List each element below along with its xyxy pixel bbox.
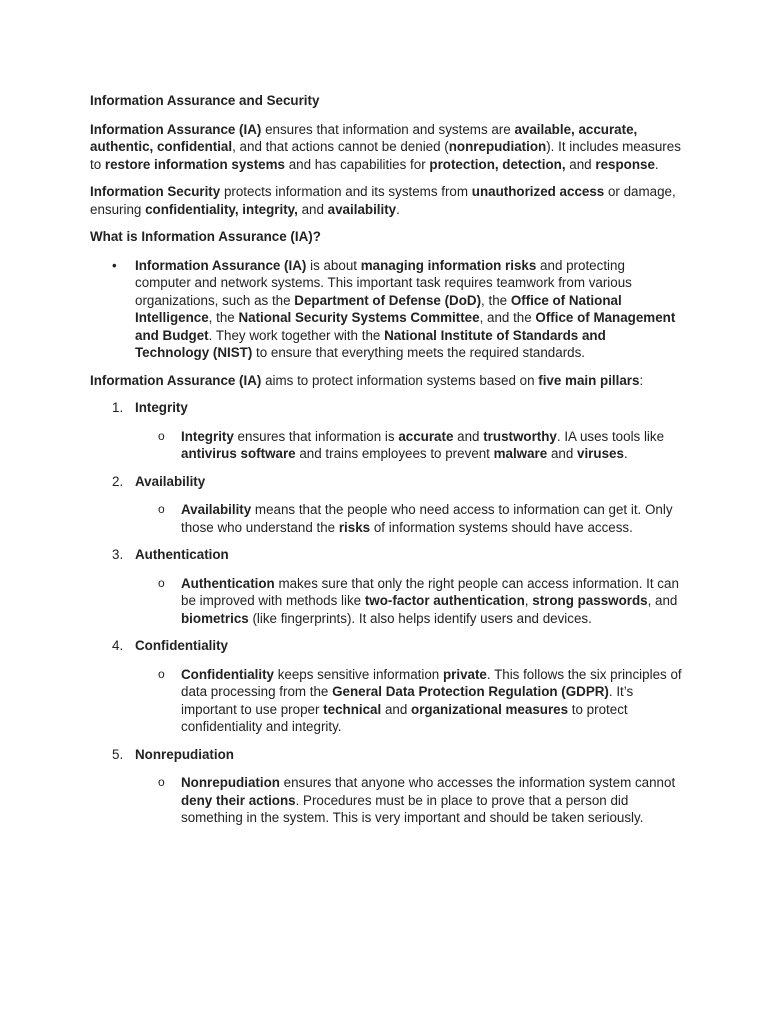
pillar-item — [90, 746, 682, 827]
bold-run: protection, detection, — [429, 156, 566, 172]
sub-bullet-marker: o — [158, 428, 165, 443]
pillars-list — [90, 399, 682, 827]
bold-run: biometrics — [181, 610, 249, 626]
sub-bullet-marker: o — [158, 666, 165, 681]
bold-run: Information Security — [90, 184, 221, 199]
document-title: Information Assurance and Security — [90, 93, 320, 108]
pillar-description-text: Availability means that the people who need access to information can get it. Only those who understand the risks of information systems should have access. — [181, 502, 673, 535]
pillar-number: 2. — [112, 473, 124, 489]
ia-bullet-list — [90, 257, 682, 362]
list-item — [90, 257, 682, 362]
bold-run: National Institute of Standards and Technology (NIST) — [135, 327, 606, 360]
bold-run: trustworthy — [483, 428, 557, 444]
pillar-title — [90, 473, 682, 491]
bold-run: Office of Management and Budget — [135, 310, 676, 343]
bold-run: General Data Protection Regulation (GDPR) — [332, 684, 609, 699]
pillar-description-text: Authentication makes sure that only the right people can access information. It can be improved with methods like two-factor authentication, strong passwords, and biometrics (like fingerprints). It also helps identify users and devices. — [181, 575, 679, 626]
pillars-intro-paragraph: Information Assurance (IA) aims to protect information systems based on five main pillars: — [90, 372, 644, 388]
bold-run: Department of Defense (DoD) — [294, 292, 482, 308]
pillar-description — [90, 666, 682, 736]
pillar-number: 4. — [112, 638, 124, 653]
bold-run: deny their actions — [181, 792, 296, 808]
bold-run: Confidentiality — [181, 666, 274, 682]
bold-run: nonrepudiation — [448, 139, 547, 154]
bold-run: antivirus software — [181, 446, 296, 461]
bold-run: availability — [327, 201, 397, 217]
bold-run: available, accurate, authentic, confidential — [90, 121, 638, 154]
pillar-description — [90, 774, 682, 827]
bold-run: Nonrepudiation — [181, 775, 280, 790]
bold-run: National Security Systems Committee — [238, 310, 480, 325]
bold-run: private — [442, 666, 487, 682]
bold-run: Office of National Intelligence — [135, 292, 622, 325]
section-question-heading: What is Information Assurance (IA)? — [90, 229, 321, 244]
pillar-description-text: Integrity ensures that information is accurate and trustworthy. IA uses tools like antivirus software and trains employees to prevent malware and viruses. — [181, 428, 665, 461]
pillar-description-text: Confidentiality keeps sensitive information private. This follows the six principles of data processing from the General Data Protection Regulation (GDPR). It’s important to use proper technical and organizational measures to protect confidentiality and integrity. — [181, 666, 682, 734]
pillar-number: 3. — [112, 547, 124, 562]
pillar-description-text: Nonrepudiation ensures that anyone who accesses the information system cannot deny their actions. Procedures must be in place to prove that a person did something in the system. This is very important and should be taken seriously. — [181, 775, 676, 825]
security-definition-paragraph: Information Security protects information and its systems from unauthorized access or damage, ensuring confidentiality, integrity, and availability. — [90, 184, 676, 217]
pillar-title — [90, 399, 682, 417]
pillar-title-text: Availability — [135, 473, 206, 489]
bold-run: Authentication — [181, 575, 275, 591]
pillar-item — [90, 637, 682, 736]
pillar-number: 1. — [112, 400, 124, 415]
bold-run: organizational measures — [411, 701, 569, 717]
bold-run: viruses — [577, 446, 624, 461]
pillar-item — [90, 546, 682, 627]
bold-run: technical — [323, 701, 382, 717]
sub-bullet-marker: o — [158, 775, 165, 789]
bold-run: risks — [338, 519, 371, 535]
pillar-title-text: Integrity — [135, 400, 188, 415]
bold-run: managing information risks — [360, 257, 537, 273]
pillar-title-text: Confidentiality — [135, 638, 228, 653]
pillar-title-text: Authentication — [135, 547, 229, 562]
document-page — [90, 92, 682, 837]
bullet-marker: • — [112, 257, 117, 273]
pillar-description — [90, 575, 682, 628]
pillar-description — [90, 501, 682, 536]
bold-run: malware — [493, 446, 548, 461]
bold-run: unauthorized access — [471, 184, 605, 199]
sub-bullet-marker: o — [158, 502, 165, 516]
pillar-title — [90, 637, 682, 655]
bold-run: five main pillars — [538, 372, 640, 388]
bold-run: Information Assurance (IA) — [135, 257, 307, 273]
pillar-number: 5. — [112, 746, 124, 762]
bold-run: response — [595, 156, 655, 172]
pillar-description — [90, 428, 682, 463]
bullet-text: Information Assurance (IA) is about managing information risks and protecting computer and network systems. This important task requires teamwork from various organizations, such as the Department of Defense (DoD), the Office of National Intelligence, the National Security Systems Committee, and the Office of Management and Budget. They work together with the National Institute of Standards and Technology (NIST) to ensure that everything meets the required standards. — [135, 257, 676, 360]
bold-run: Information Assurance (IA) — [90, 121, 262, 137]
pillar-title-text: Nonrepudiation — [135, 746, 234, 762]
ia-definition-paragraph: Information Assurance (IA) ensures that information and systems are available, accurate, authentic, confidential, and that actions cannot be denied (nonrepudiation). It includes measures to restore information systems and has capabilities for protection, detection, and response. — [90, 121, 681, 172]
bold-run: Integrity — [181, 428, 234, 444]
pillar-item — [90, 473, 682, 537]
bold-run: strong passwords — [532, 593, 648, 608]
pillar-title — [90, 546, 682, 564]
bold-run: restore information systems — [104, 156, 285, 172]
bold-run: Information Assurance (IA) — [90, 372, 262, 388]
bold-run: confidentiality, integrity, — [145, 201, 298, 217]
bold-run: accurate — [398, 428, 454, 444]
pillar-item — [90, 399, 682, 463]
bold-run: Availability — [181, 502, 252, 517]
pillar-title — [90, 746, 682, 764]
sub-bullet-marker: o — [158, 575, 165, 590]
bold-run: two-factor authentication — [364, 593, 525, 608]
